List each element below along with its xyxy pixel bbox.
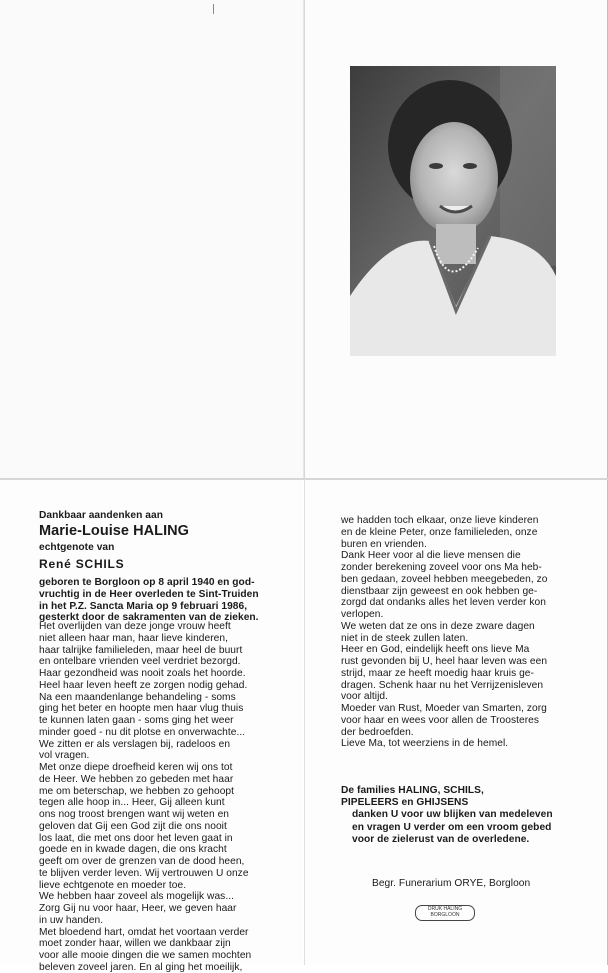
text-line: zonder berekening zoveel voor ons Ma heb- <box>341 562 542 573</box>
text-line: Heer en God, eindelijk heeft ons lieve Ma <box>341 644 530 656</box>
text-line: Dank Heer voor al die lieve mensen die <box>341 550 521 562</box>
deceased-name: Marie-Louise HALING <box>39 523 190 539</box>
text-line: in uw handen. <box>39 914 104 926</box>
card-front-left <box>0 0 304 478</box>
text-line: rust gevonden bij U, heel haar leven was een <box>341 656 548 667</box>
text-line: We zitten er als verslagen bij, radeloos en <box>39 738 231 750</box>
text-line: dragen. Schenk haar nu het Verrijzenisleven <box>341 679 544 691</box>
text-line: geloven dat Gij een God zijt die ons nooit <box>39 820 227 832</box>
fold-mark <box>213 4 214 14</box>
text-line: Haar gezondheid was nooit zoals het hoorde. <box>39 668 246 679</box>
text-line: De families HALING, SCHILS, <box>341 785 484 796</box>
text-line: haar talrijke familieleden, maar heel de buurt <box>39 644 243 656</box>
printer-stamp: DRUK HALING BORGLOON <box>415 905 475 921</box>
text-line: buren en vrienden. <box>341 538 427 550</box>
text-line: de Heer. We hebben zo gebeden met haar <box>39 773 234 785</box>
text-line: te blijven verder leven. Wij vertrouwen U onze <box>39 867 249 879</box>
text-line: ons nog troost brengen want wij weten en <box>39 809 230 820</box>
text-line: verlopen. <box>341 609 384 620</box>
text-line: Met bloedend hart, omdat het voortaan verder <box>39 926 249 938</box>
text-line: ging het beter en hoopte men haar vlug thuis <box>39 703 244 715</box>
spouse-name: René SCHILS <box>39 557 125 571</box>
text-line: en ontelbare vrienden veel verdriet bezorgd. <box>39 656 241 668</box>
text-line: vol vragen. <box>39 750 90 762</box>
text-line: niet in de steek zullen laten. <box>341 632 469 644</box>
text-line: niet alleen haar man, haar lieve kinderen, <box>39 632 228 644</box>
text-line: minder goed - nu dit plotse en onverwachte... <box>39 726 246 738</box>
text-line: in het P.Z. Sancta Maria op 9 februari 1986, <box>39 600 248 612</box>
remembrance-heading: Dankbaar aandenken aan <box>39 510 163 521</box>
text-line: voor alle mooie dingen die we samen mochten <box>39 950 252 961</box>
text-line: vruchtig in de Heer overleden te Sint-Truiden <box>39 588 259 600</box>
text-line: danken U voor uw blijken van medeleven <box>352 809 553 821</box>
text-line: Heel haar leven heeft ze zorgen nodig gehad. <box>39 679 248 691</box>
text-line: strijd, maar ze heeft moedig haar kruis ge- <box>341 667 534 679</box>
text-line: goede en in kwade dagen, die ons kracht <box>39 844 227 856</box>
text-line: der bedroefden. <box>341 726 414 738</box>
text-line: Het overlijden van deze jonge vrouw heeft <box>39 621 231 632</box>
text-line: beleven zoveel jaren. En al ging het moeilijk, <box>39 961 243 973</box>
spouse-label: echtgenote van <box>39 542 115 553</box>
text-line: en de kleine Peter, onze familieleden, onze <box>341 526 538 538</box>
text-line: We hebben haar zoveel als mogelijk was... <box>39 891 234 903</box>
text-line: moet zonder haar, willen we dankbaar zijn <box>39 938 231 950</box>
text-line: ben gedaan, zoveel hebben meegebeden, zo <box>341 573 548 585</box>
text-line: voor haar en wees voor allen de Troosteres <box>341 714 540 726</box>
text-line: Met onze diepe droefheid keren wij ons tot <box>39 762 233 773</box>
text-line: Moeder van Rust, Moeder van Smarten, zorg <box>341 703 547 714</box>
text-line: geeft om over de grenzen van de dood heen, <box>39 856 245 867</box>
text-line: voor altijd. <box>341 691 389 703</box>
text-line: en vragen U verder om een vroom gebed <box>352 821 552 833</box>
portrait-image <box>350 66 556 356</box>
text-line: we hadden toch elkaar, onze lieve kinderen <box>341 515 539 526</box>
text-line: Zorg Gij nu voor haar, Heer, we geven haar <box>39 903 237 914</box>
text-line: Na een maandenlange behandeling - soms <box>39 691 236 703</box>
text-line: PIPELEERS en GHIJSENS <box>341 797 469 809</box>
text-line: Lieve Ma, tot weerziens in de hemel. <box>341 738 509 750</box>
text-line: gesterkt door de sakramenten van de zieken. <box>39 612 259 624</box>
text-line: zorgd dat ondanks alles het leven verder kon <box>341 597 546 609</box>
text-line: tegen alle hoop in... Heer, Gij alleen kunt <box>39 797 225 809</box>
text-line: dienstbaar zijn geweest en ook hebben ge- <box>341 585 538 597</box>
portrait-photo <box>350 66 556 356</box>
text-line: lieve echtgenote en moeder toe. <box>39 879 187 891</box>
text-line: geboren te Borgloon op 8 april 1940 en god- <box>39 577 255 588</box>
text-line: te kunnen laten gaan - soms ging het weer <box>39 715 234 726</box>
text-line: voor de zielerust van de overledene. <box>352 833 530 845</box>
text-line: me om beterschap, we hebben zo gehoopt <box>39 785 235 797</box>
funeral-home: Begr. Funerarium ORYE, Borgloon <box>372 878 531 889</box>
text-line: los laat, die met ons door het leven gaat in <box>39 832 233 844</box>
text-line: We weten dat ze ons in deze zware dagen <box>341 620 535 632</box>
